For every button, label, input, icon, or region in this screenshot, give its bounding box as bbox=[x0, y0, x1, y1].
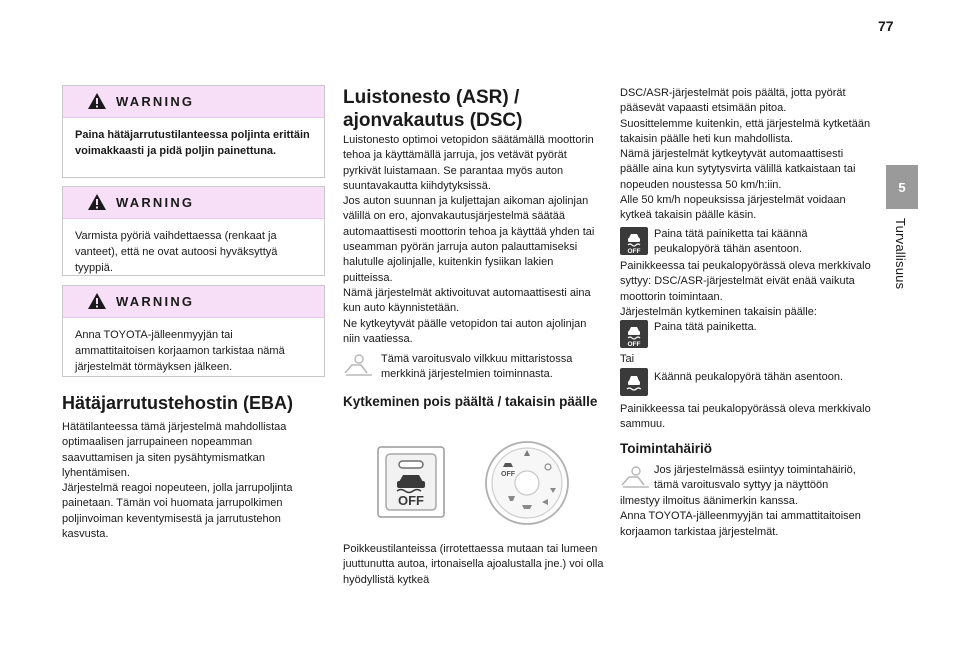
dsc-intro: Luistonesto optimoi vetopidon säätämällä moottorin tehoa ja käyttämällä jarruja, jos vetävät pyörät pyrkivät luistamaan. Se parantaa myös auton suuntavakautta kiihdytyksissä. Jos auton suunnan ja kuljettajan aikoman ajolinjan välillä on ero, ajonvakautusjärjestelmä säätää automaattisesti moottorin tehoa ja käyttää yhden tai useamman pyörän jarruja auton palauttamiseksi halutulle ajolinjalle, kuitenkin fysiikan lakien puitteissa. Nämä järjestelmät aktivoituvat automaattisesti aina kun auto käynnistetään. Ne kytkeytyvät päälle vetopidon tai auton ajolinjan niin vaatiessa. bbox=[343, 134, 595, 345]
dsc-para-3: Painikkeessa tai peukalopyörässä oleva merkkivalo sammuu. bbox=[620, 403, 871, 431]
switch-heading: Kytkeminen pois päältä / takaisin päälle bbox=[343, 394, 598, 409]
dsc-off-button-illustration bbox=[377, 446, 445, 518]
warning-box-1 bbox=[62, 85, 325, 178]
fault-text: ilmestyy ilmoitus äänimerkin kanssa. Anna TOYOTA-jälleenmyyjän tai ammattitaitoisen korjaamon tarkistaa järjestelmät. bbox=[620, 495, 861, 538]
warning-box-3 bbox=[62, 285, 325, 377]
step-3: Käännä peukalopyörä tähän asentoon. bbox=[654, 371, 843, 383]
page-number: 77 bbox=[878, 18, 894, 34]
warning-triangle-icon bbox=[87, 292, 107, 310]
warning-title: WARNING bbox=[116, 94, 195, 109]
warning-triangle-icon bbox=[87, 193, 107, 211]
thumbwheel-illustration bbox=[484, 440, 570, 526]
warning-header bbox=[63, 86, 324, 118]
chapter-title: Turvallisuus bbox=[893, 218, 908, 290]
warning-triangle-icon bbox=[87, 92, 107, 110]
eba-heading: Hätäjarrutustehostin (EBA) bbox=[62, 393, 294, 413]
chapter-tab[interactable]: 5 bbox=[886, 165, 918, 209]
fault-heading: Toimintahäiriö bbox=[620, 441, 713, 456]
warning-text: Paina hätäjarrutustilanteessa poljinta erittäin voimakkaasti ja pidä poljin painettuna. bbox=[75, 129, 310, 157]
warning-title: WARNING bbox=[116, 195, 195, 210]
fault-icon-text: Jos järjestelmässä esiintyy toimintahäiriö, tämä varoitusvalo syttyy ja näyttöön bbox=[654, 464, 856, 492]
off-label: OFF bbox=[398, 493, 424, 508]
warning-text: Varmista pyöriä vaihdettaessa (renkaat ja vanteet), että ne ovat autoosi hyväksyttyä tyyppiä. bbox=[75, 230, 278, 274]
dsc-off-button-icon bbox=[620, 227, 648, 255]
step-1: Paina tätä painiketta tai käännä peukalopyörä tähän asentoon. bbox=[654, 228, 808, 256]
dsc-para-1: DSC/ASR-järjestelmät pois päältä, jotta pyörät pääsevät vapaasti etsimään pitoa. Suosittelemme kuitenkin, että järjestelmä kytketään takaisin päälle heti kun mahdollista. Nämä järjestelmät kytkeytyvät automaattisesti päälle aina kun sytytysvirta välillä katkaistaan tai nopeuden noustessa 50 km/h:iin. Alle 50 km/h nopeuksissa järjestelmät voidaan kytkeä takaisin päälle käsin. bbox=[620, 87, 871, 222]
dsc-para-2: Painikkeessa tai peukalopyörässä oleva merkkivalo syttyy: DSC/ASR-järjestelmät eivät enää vaikuta moottorin toimintaan. Järjestelmän kytkeminen takaisin päälle: bbox=[620, 260, 871, 318]
info-lamp-icon bbox=[343, 353, 375, 379]
dsc-on-button-icon bbox=[620, 368, 648, 396]
off-icon-label: OFF bbox=[627, 248, 641, 255]
warning-title: WARNING bbox=[116, 294, 195, 309]
eba-text: Hätätilanteessa tämä järjestelmä mahdollistaa optimaalisen jarrupaineen nopeamman saavuttamisen ja siten pysähtymismatkan lyhentämisen. Järjestelmä reagoi nopeuteen, jolla jarrupoljinta painetaan. Tämän voi huomata jarrupolkimen poljinvoiman keventymisestä ja jarrutustehon kasvusta. bbox=[62, 421, 293, 541]
or-text: Tai bbox=[620, 353, 635, 365]
warning-header bbox=[63, 187, 324, 219]
step-2: Paina tätä painiketta. bbox=[654, 321, 757, 333]
warning-box-2 bbox=[62, 186, 325, 276]
fault-lamp-icon bbox=[620, 465, 652, 491]
warning-header bbox=[63, 286, 324, 318]
lamp-note: Tämä varoitusvalo vilkkuu mittaristossa merkkinä järjestelmien toiminnasta. bbox=[381, 353, 573, 381]
dsc-off-button-icon bbox=[620, 320, 648, 348]
dsc-heading: Luistonesto (ASR) / ajonvakautus (DSC) bbox=[343, 87, 523, 131]
thumbwheel-off-label: OFF bbox=[501, 471, 515, 478]
off-icon-label: OFF bbox=[627, 341, 641, 348]
switch-caption: Poikkeustilanteissa (irrotettaessa mutaan tai lumeen juuttunutta autoa, irtonaisella ajoalustalla jne.) voi olla hyödyllistä kytkeä bbox=[343, 543, 604, 586]
warning-text: Anna TOYOTA-jälleenmyyjän tai ammattitaitoisen korjaamon tarkistaa nämä järjestelmät törmäyksen jälkeen. bbox=[75, 329, 285, 373]
